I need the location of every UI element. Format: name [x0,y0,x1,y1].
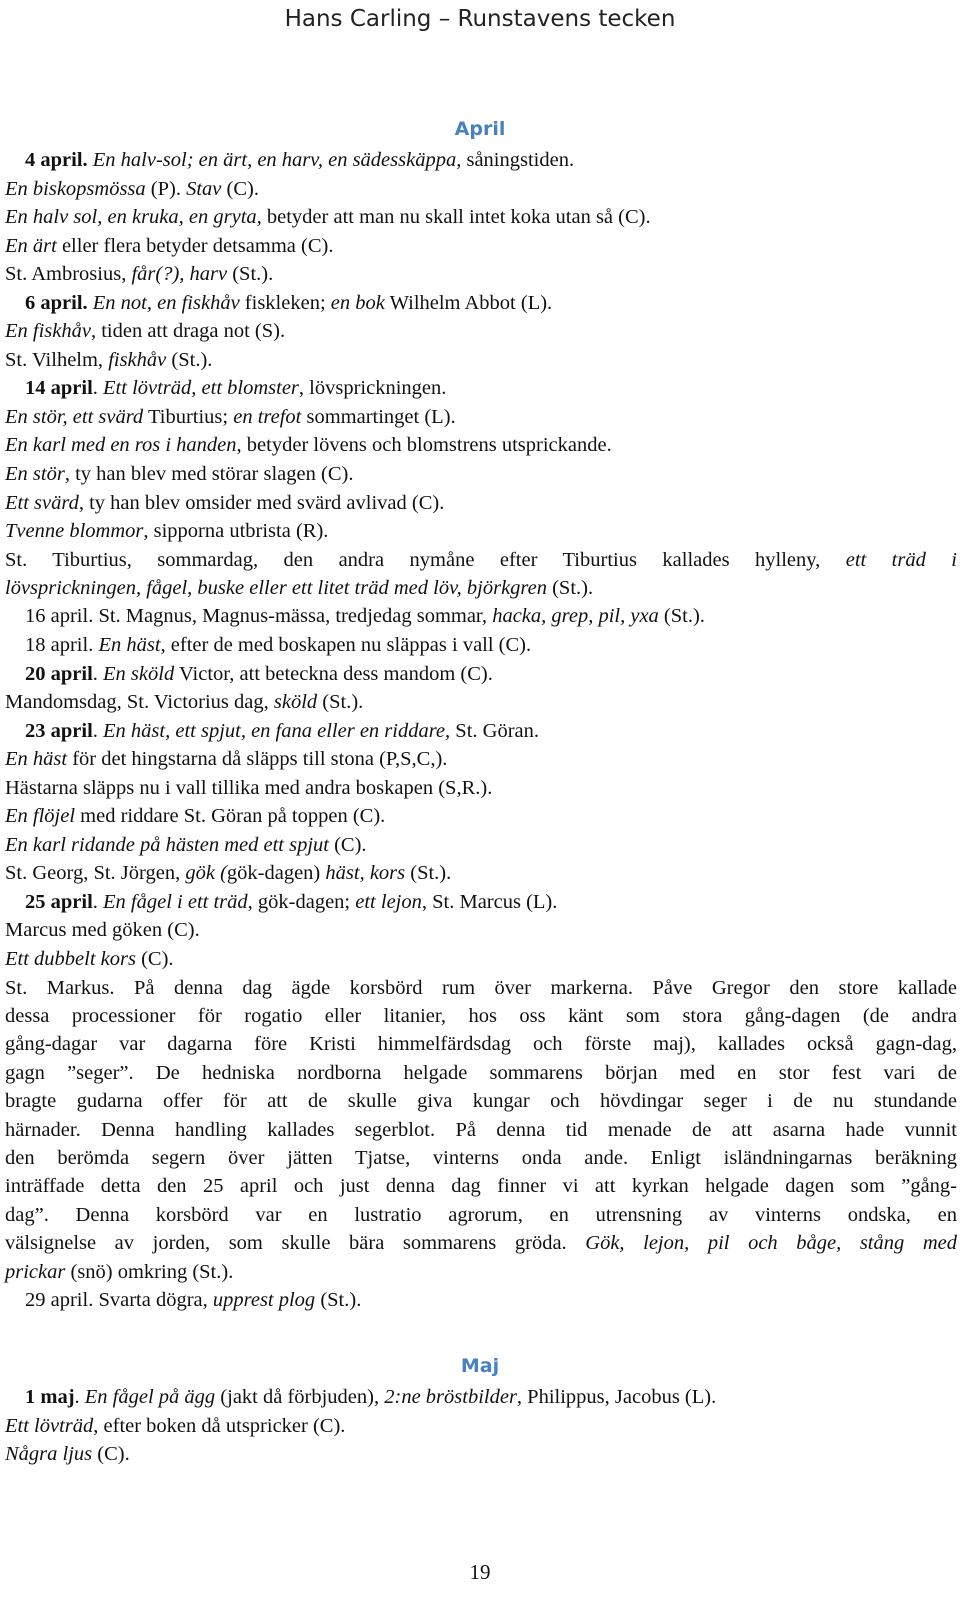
text-run: (St.). [317,691,364,714]
text-run: gök ( [185,862,227,885]
text-run: , tiden att draga not (S). [90,320,286,343]
text-run: ett träd i [845,548,958,571]
entry-line [5,1412,957,1441]
text-run: härnader. Denna handling kallades segerblot. På denna tid menade de att asarna hade vunnit [5,1118,957,1141]
text-run: . [92,719,104,742]
entry-line [5,431,957,460]
entry-line [5,403,957,432]
text-run: sommartinget (L). [301,405,456,428]
text-run: fiskhåv [108,348,167,371]
text-run: En häst [98,634,161,657]
maj-lines [5,1383,957,1469]
entry-line [5,745,957,774]
text-run: lövsprickningen, fågel, buske eller ett litet träd med löv, björkgren [5,577,547,600]
paragraph-line [5,1087,957,1115]
text-run: En karl ridande på hästen med ett spjut [5,833,329,856]
text-run: En stör [5,463,65,486]
text-run: , sipporna utbrista (R). [143,520,329,543]
text-run: En not, en fiskhåv [92,291,240,314]
text-run: 16 april. St. Magnus, Magnus-mässa, tredjedag sommar, [25,605,493,628]
entry-line [5,688,957,717]
text-run: En sköld [103,662,175,685]
text-run: 1 maj [25,1386,75,1408]
text-run: Några ljus [5,1443,93,1466]
text-run: , St. Marcus (L). [421,890,558,913]
entry-line [5,517,957,546]
paragraph-line [5,546,957,574]
text-run: En häst, ett spjut, en fana eller en riddare, [103,719,451,742]
text-run: välsignelse av jorden, som skulle bära sommarens gröda. [5,1232,586,1255]
paragraph-line [5,1002,957,1030]
text-run: 20 april [25,662,93,685]
text-run: dessa processioner för rogatio eller litanier, hos oss känt som stora gång-dagen (de andra [5,1004,957,1027]
text-run: 6 april. [25,291,88,314]
text-run: (St.). [315,1289,362,1312]
text-run: Hästarna släpps nu i vall tillika med andra boskapen (S,R.). [5,776,493,799]
text-run: , ty han blev omsider med svärd avlivad (C). [78,491,445,514]
text-run: prickar [5,1260,66,1283]
text-run: häst, kors [325,862,406,885]
text-run: en trefot [233,405,302,428]
text-run: St. Vilhelm, [5,348,109,371]
text-run: 18 april. [25,634,99,657]
markus-paragraph [5,974,957,1286]
text-run: En fågel i ett träd [103,890,248,913]
april-entries [5,146,957,1315]
text-run: En fågel på ägg [84,1386,216,1408]
text-run: sköld [273,691,318,714]
text-run: , efter boken då utspricker (C). [93,1414,346,1437]
entry-line [5,774,957,803]
text-run: 29 april. Svarta dögra, [25,1289,213,1312]
entry-line [5,489,957,518]
paragraph-line [5,1172,957,1200]
text-run: 4 april. [25,149,88,171]
text-run: (St.). [658,605,705,628]
text-run: gång-dagar var dagarna före Kristi himmelfärdsdag och förste maj), kallades också gagn-dag, [5,1033,957,1056]
entry-line [5,631,957,660]
text-run: , lövsprickningen. [298,377,447,400]
entry-line [5,1286,957,1315]
text-run: , betyder lövens och blomstrens utsprickande. [236,434,612,457]
text-run: (snö) omkring (St.). [65,1260,234,1283]
section-heading-april: April [454,118,506,140]
text-run: (C). [135,948,174,971]
text-run: för det hingstarna då släpps till stona (P,S,C,). [67,748,448,771]
text-run: 14 april [25,377,93,400]
paragraph-line [5,974,957,1002]
text-run: En ärt [5,234,57,257]
paragraph-line [5,1059,957,1087]
text-run: . [92,890,104,913]
page-header: Hans Carling – Runstavens tecken [284,6,676,32]
entry-line [5,460,957,489]
text-run: Stav [186,177,222,200]
text-run: 25 april [25,890,93,913]
text-run: Gök, lejon, pil och båge, stång med [585,1232,957,1255]
text-run: , Philippus, Jacobus (L). [516,1386,717,1408]
entry-line [5,916,957,945]
text-run: Marcus med göken (C). [5,919,200,942]
text-run: Ett lövträd [5,1414,94,1437]
text-run: , gök-dagen; [247,890,356,913]
text-run: får(?), harv [131,263,228,286]
text-run: En biskopsmössa [5,177,146,200]
text-run: , efter de med boskapen nu släppas i vall (C). [160,634,532,657]
text-run: 23 april [25,719,93,742]
entry-line [5,289,957,318]
entry-line [5,888,957,917]
text-run: (St.). [166,348,213,371]
text-run: (C). [328,833,367,856]
entry-line [5,317,957,346]
entry-line [5,945,957,974]
text-run: upprest plog [212,1289,316,1312]
text-run: fiskleken; [239,291,331,314]
text-run: inträffade detta den 25 april och just denna dag finner vi att kyrkan helgade dagen som ”gång- [5,1175,957,1198]
text-run: (St.). [227,263,274,286]
entry-line [5,260,957,289]
entry-line [5,717,957,746]
entry-line [5,1440,957,1469]
text-run: Ett lövträd, ett blomster [103,377,299,400]
text-run: (C). [221,177,259,200]
entry-line [5,1383,957,1412]
text-run: ett lejon [355,890,422,913]
text-run: en bok [330,291,385,314]
paragraph-line [5,1116,957,1144]
text-run: bragte gudarna offer för att de skulle giva kungar och hövdingar seger i de nu stundande [5,1090,957,1113]
text-run: En stör, ett svärd [5,405,144,428]
text-run: (St.). [546,577,594,600]
text-run: med riddare St. Göran på toppen (C). [75,805,386,828]
text-run: Wilhelm Abbot (L). [384,291,553,314]
text-run: En karl med en ros i handen [5,434,237,457]
page-number: 19 [469,1560,491,1584]
paragraph-line [5,1144,957,1172]
text-run: St. Georg, St. Jörgen, [5,862,186,885]
entry-line [5,175,957,204]
april-lines-a [5,146,957,546]
entry-line [5,859,957,888]
tiburtius-paragraph [5,546,957,603]
entry-line [5,374,957,403]
entry-line [5,602,957,631]
text-run: 2:ne bröstbilder [384,1386,517,1408]
text-run: såningstiden. [461,149,575,171]
text-run: Tvenne blommor [5,520,144,543]
paragraph-line [5,574,957,602]
text-run: Ett svärd [5,491,79,514]
entry-line [5,232,957,261]
text-run: betyder att man nu skall intet koka utan så (C). [261,206,651,229]
text-run: St. Markus. På denna dag ägde korsbörd rum över markerna. Påve Gregor den store kallade [5,976,957,999]
paragraph-line [5,1258,957,1286]
text-run: Ett dubbelt kors [5,948,136,971]
text-run: Victor, att beteckna dess mandom (C). [174,662,493,685]
text-run: (P). [145,177,187,200]
text-run: En fiskhåv [5,320,91,343]
text-run: den berömda segern över jätten Tjatse, vinterns onda ande. Enligt isländningarnas beräkning [5,1147,957,1170]
april-lines-b [5,602,957,973]
text-run: eller flera betyder detsamma (C). [56,234,334,257]
text-run: . [92,662,104,685]
text-run: St. Ambrosius, [5,263,132,286]
text-run: . [92,377,104,400]
text-run: En halv-sol; en ärt, en harv, en sädesskäppa, [92,149,462,171]
paragraph-line [5,1201,957,1229]
april-lines-c [5,1286,957,1315]
text-run: (C). [92,1443,130,1466]
section-heading-maj: Maj [460,1355,500,1377]
maj-entries [5,1383,957,1469]
text-run: . [74,1386,85,1408]
text-run: gök-dagen) [226,862,326,885]
text-run: St. Tiburtius, sommardag, den andra nymåne efter Tiburtius kallades hylleny, [5,548,846,571]
text-run: En halv sol, en kruka, en gryta, [5,206,262,229]
entry-line [5,203,957,232]
text-run: dag”. Denna korsbörd var en lustratio agrorum, en utrensning av vinterns ondska, en [5,1203,957,1226]
entry-line [5,831,957,860]
text-run: Tiburtius; [143,405,234,428]
text-run: En flöjel [5,805,76,828]
text-run: gagn ”seger”. De hedniska nordborna helgade sommarens början med en stor fest vari de [5,1061,957,1084]
text-run: (St.). [405,862,452,885]
entry-line [5,146,957,175]
text-run: (jakt då förbjuden), [215,1386,385,1408]
text-run: , ty han blev med störar slagen (C). [64,463,354,486]
text-run: En häst [5,748,68,771]
entry-line [5,660,957,689]
text-run: St. Göran. [450,719,539,742]
entry-line [5,802,957,831]
paragraph-line [5,1229,957,1257]
entry-line [5,346,957,375]
paragraph-line [5,1030,957,1058]
text-run: Mandomsdag, St. Victorius dag, [5,691,274,714]
text-run: hacka, grep, pil, yxa [492,605,659,628]
